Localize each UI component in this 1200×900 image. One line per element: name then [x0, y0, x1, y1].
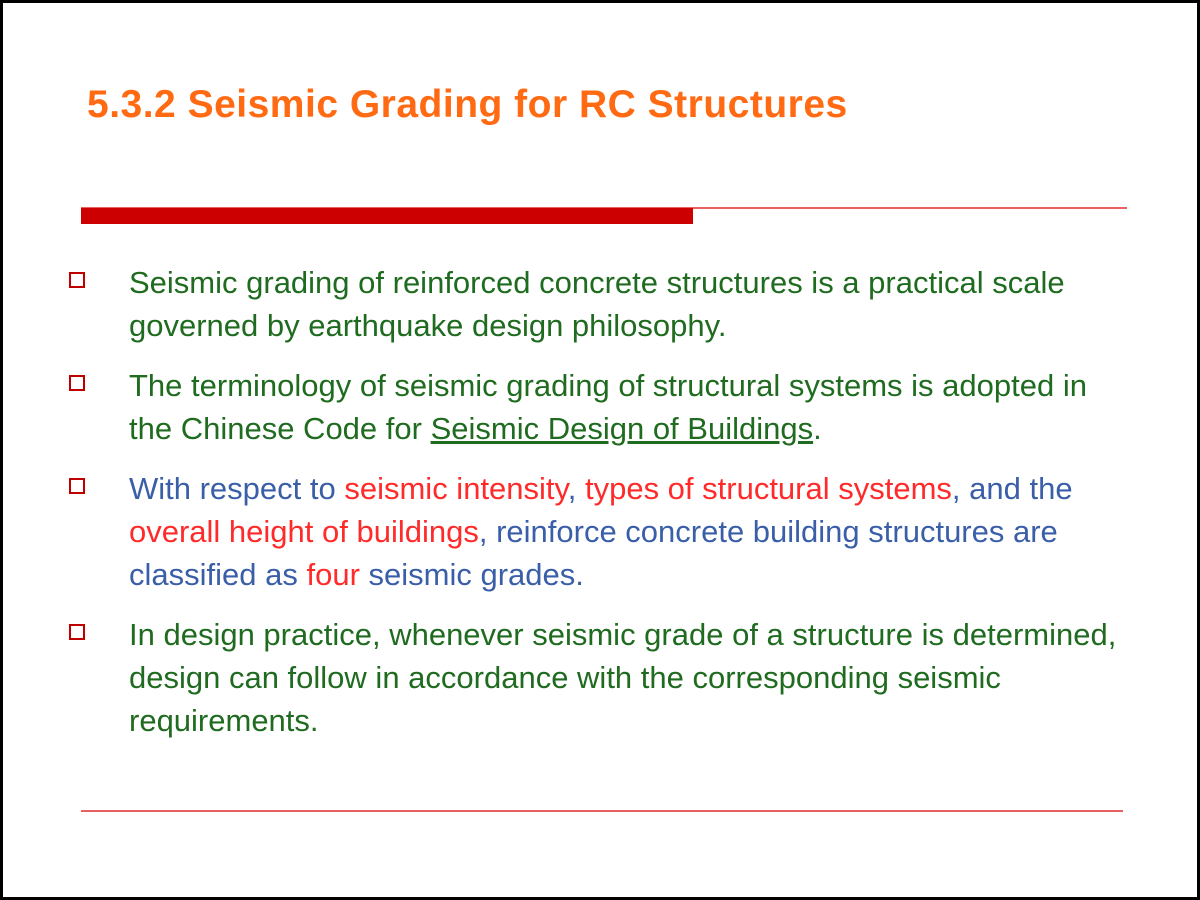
square-outline-icon [69, 375, 85, 391]
square-outline-icon [69, 624, 85, 640]
bullet-text: With respect to [129, 471, 345, 506]
highlight-four: four [306, 557, 360, 592]
bullet-text: , and the [951, 471, 1073, 506]
bullet-text: , [567, 471, 585, 506]
bullet-text-end: . [813, 411, 822, 446]
bullet-item [69, 613, 1129, 742]
bullet-text: The terminology of seismic grading of structural systems is adopted in the Chinese Code for [129, 368, 1087, 446]
title-underline-bar [81, 208, 693, 224]
highlight-overall-height: overall height of buildings [129, 514, 479, 549]
square-outline-icon [69, 478, 85, 494]
bullet-text: Seismic grading of reinforced concrete structures is a practical scale governed by earthquake design philosophy. [129, 265, 1065, 343]
bullet-text: , reinforce concrete building structures are classified as [129, 514, 1058, 592]
square-outline-icon [69, 272, 85, 288]
highlight-seismic-intensity: seismic intensity [344, 471, 568, 506]
bullet-item [69, 364, 1129, 450]
highlight-structural-systems: types of structural systems [584, 471, 952, 506]
bullet-item [69, 467, 1129, 596]
bullet-text: In design practice, whenever seismic grade of a structure is determined, design can follow in accordance with the corresponding seismic requirements. [129, 617, 1117, 738]
bullet-list [69, 261, 1129, 759]
footer-rule [81, 810, 1123, 812]
bullet-item [69, 261, 1129, 347]
slide-title: 5.3.2 Seismic Grading for RC Structures [87, 83, 848, 126]
code-title-link[interactable]: Seismic Design of Buildings [430, 411, 814, 446]
bullet-text: seismic grades. [359, 557, 584, 592]
